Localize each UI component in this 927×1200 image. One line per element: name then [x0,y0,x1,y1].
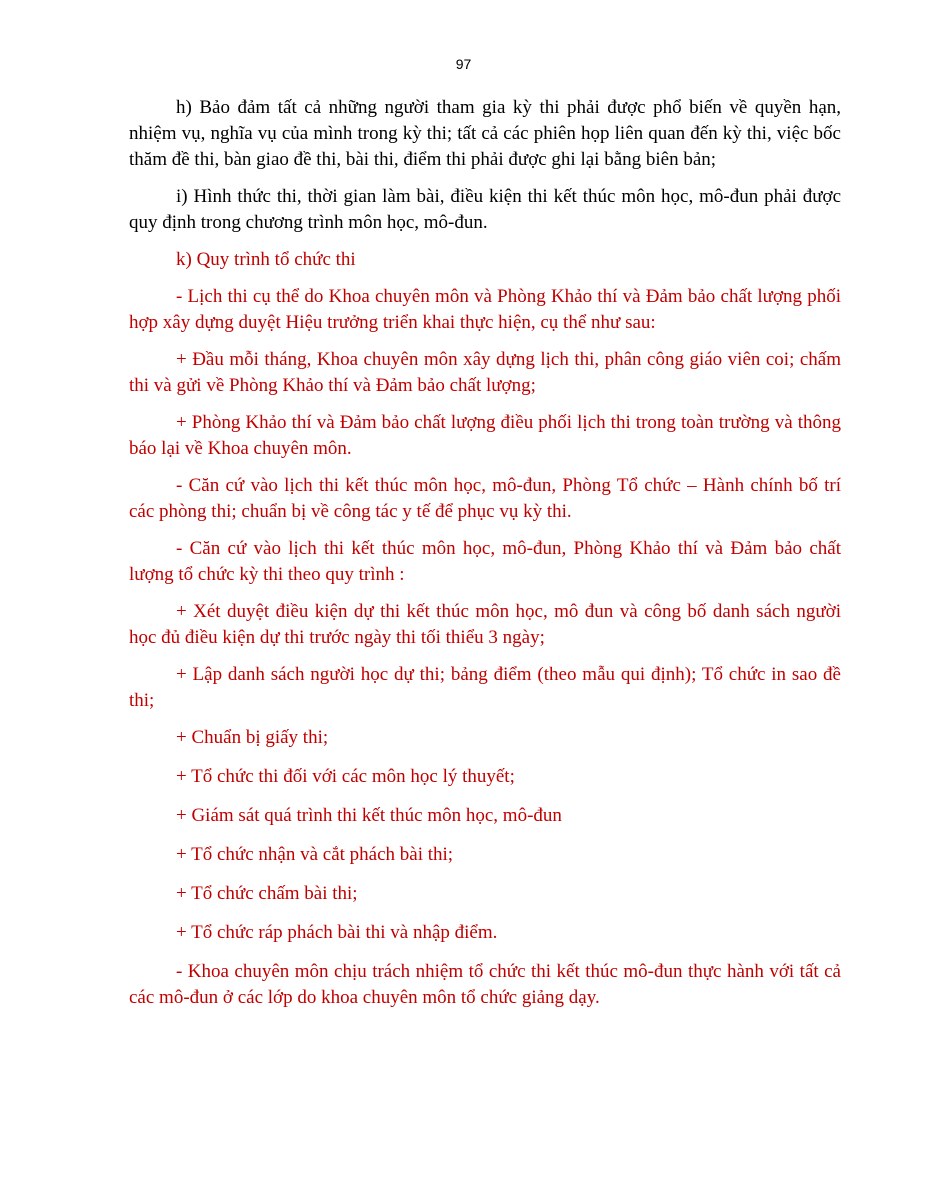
paragraph-exam-process: - Căn cứ vào lịch thi kết thúc môn học, mô-đun, Phòng Khảo thí và Đảm bảo chất lượng tổ chức kỳ thi theo quy trình : [129,538,841,585]
paragraph-coordination: + Phòng Khảo thí và Đảm bảo chất lượng điều phối lịch thi trong toàn trường và thông báo lại về Khoa chuyên môn. [129,412,841,459]
paragraph-k-heading: k) Quy trình tổ chức thi [176,249,356,270]
paragraph-cut-coding: + Tổ chức nhận và cắt phách bài thi; [176,844,454,865]
paragraph-exam-schedule: - Lịch thi cụ thể do Khoa chuyên môn và Phòng Khảo thí và Đảm bảo chất lượng phối hợp xây dựng duyệt Hiệu trưởng triển khai thực hiện, cụ thể như sau: [129,286,841,333]
paragraph-eligibility: + Xét duyệt điều kiện dự thi kết thúc môn học, mô đun và công bố danh sách người học đủ điều kiện dự thi trước ngày thi tối thiểu 3 ngày; [129,601,841,648]
paragraph-h: h) Bảo đảm tất cả những người tham gia kỳ thi phải được phổ biến về quyền hạn, nhiệm vụ, nghĩa vụ của mình trong kỳ thi; tất cả các phiên họp liên quan đến kỳ thi, việc bốc thăm đề thi, bàn giao đề thi, bài thi, điểm thi phải được ghi lại bằng biên bản; [129,97,841,170]
paragraph-practical-exam: - Khoa chuyên môn chịu trách nhiệm tổ chức thi kết thúc mô-đun thực hành với tất cả các mô-đun ở các lớp do khoa chuyên môn tổ chức giảng dạy. [129,961,841,1008]
paragraph-theory-exam: + Tổ chức thi đối với các môn học lý thuyết; [176,766,515,787]
paragraph-score-entry: + Tổ chức ráp phách bài thi và nhập điểm. [176,922,498,943]
paragraph-monthly-schedule: + Đầu mỗi tháng, Khoa chuyên môn xây dựng lịch thi, phân công giáo viên coi; chấm thi và gửi về Phòng Khảo thí và Đảm bảo chất lượng; [129,349,841,396]
paragraph-admin-arrangement: - Căn cứ vào lịch thi kết thúc môn học, mô-đun, Phòng Tổ chức – Hành chính bố trí các phòng thi; chuẩn bị về công tác y tế để phục vụ kỳ thi. [129,475,841,522]
paragraph-paper-prep: + Chuẩn bị giấy thi; [176,727,329,748]
page-number: 97 [455,56,472,72]
paragraph-grading: + Tổ chức chấm bài thi; [176,883,358,904]
paragraph-supervision: + Giám sát quá trình thi kết thúc môn học, mô-đun [176,805,562,826]
paragraph-candidate-list: + Lập danh sách người học dự thi; bảng điểm (theo mẫu qui định); Tổ chức in sao đề thi; [129,664,841,711]
document-body [129,95,841,1022]
paragraph-i: i) Hình thức thi, thời gian làm bài, điều kiện thi kết thúc môn học, mô-đun phải được quy định trong chương trình môn học, mô-đun. [129,186,841,233]
